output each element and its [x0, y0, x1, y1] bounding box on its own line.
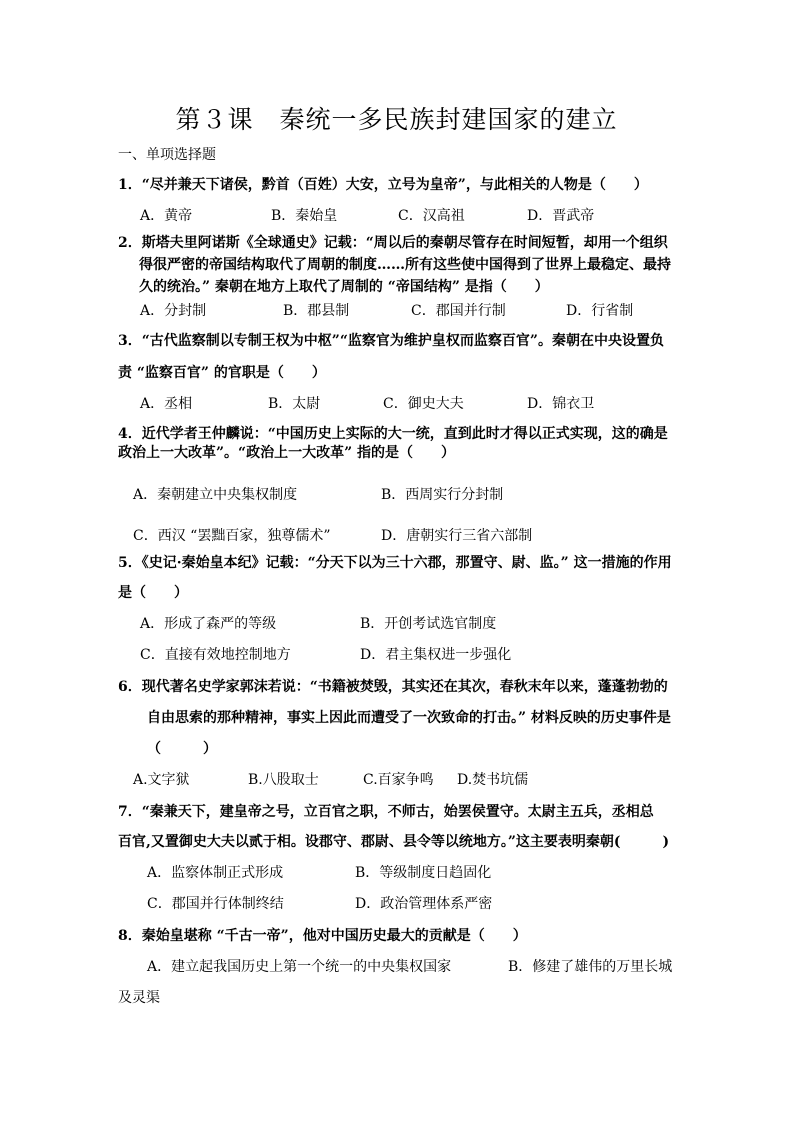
q3-option-c: C．御史大夫: [383, 396, 464, 412]
q8-option-b-continued: 及灵渠: [118, 990, 160, 1006]
q1-option-a: A．黄帝: [140, 208, 193, 224]
q1-option-d: D．晋武帝: [527, 208, 595, 224]
q6-option-d: D.焚书坑儒: [457, 772, 529, 788]
q7-option-a: A．监察体制正式形成: [147, 865, 284, 881]
question-4-stem-line2: 政治上一大改革”。“政治上一大改革” 指的是（ ）: [118, 445, 456, 461]
q5-option-c: C．直接有效地控制地方: [140, 647, 291, 663]
q7-option-c: C．郡国并行体制终结: [147, 896, 284, 912]
q5-option-d: D．君主集权进一步强化: [360, 647, 512, 663]
question-7-stem-line1: 7．“秦兼天下，建皇帝之号，立百官之职，不师古，始罢侯置守。太尉主五兵，丞相总: [118, 804, 654, 820]
question-8-stem: 8．秦始皇堪称 “千古一帝”，他对中国历史最大的贡献是（ ）: [118, 928, 527, 944]
q2-option-c: C．郡国并行制: [411, 303, 506, 319]
question-6-stem-line1: 6．现代著名史学家郭沫若说：“书籍被焚毁，其实还在其次，春秋末年以来，蓬蓬勃勃的: [118, 679, 668, 695]
q6-option-b: B.八股取士: [248, 772, 319, 788]
q3-option-b: B．太尉: [268, 396, 321, 412]
page-title: 第３课 秦统一多民族封建国家的建立: [175, 105, 618, 134]
question-2-stem-line1: 2．斯塔夫里阿诺斯《全球通史》记载：“周以后的秦朝尽管存在时间短暂，却用一个组织: [118, 235, 668, 251]
q1-option-b: B．秦始皇: [271, 208, 338, 224]
q6-option-c: C.百家争鸣: [363, 772, 434, 788]
q7-option-b: B．等级制度日趋固化: [355, 865, 492, 881]
section-heading: 一、单项选择题: [118, 147, 216, 163]
q5-option-a: A．形成了森严的等级: [140, 616, 277, 632]
question-3-stem-line1: 3．“古代监察制以专制王权为中枢”“监察官为维护皇权而监察百官”。秦朝在中央设置负: [118, 333, 664, 349]
question-2-stem-line2: 得很严密的帝国结构取代了周朝的制度……所有这些使中国得到了世界上最稳定、最持: [139, 257, 671, 273]
q5-option-b: B．开创考试选官制度: [360, 616, 497, 632]
question-6-stem-line3: （ ）: [147, 741, 217, 757]
q3-option-a: A．丞相: [140, 396, 193, 412]
question-2-stem-line3: 久的统治。” 秦朝在地方上取代了周制的 “帝国结构” 是指（ ）: [139, 279, 549, 295]
q2-option-b: B．郡县制: [283, 303, 350, 319]
question-1-stem: 1．“尽并兼天下诸侯，黔首（百姓）大安，立号为皇帝”，与此相关的人物是（ ）: [118, 177, 648, 193]
question-6-stem-line2: 自由思索的那种精神，事实上因此而遭受了一次致命的打击。” 材料反映的历史事件是: [147, 710, 671, 726]
question-7-stem-line2: 百官,又置御史大夫以贰于相。设郡守、郡尉、县令等以统地方。”这主要表明秦朝( ): [118, 834, 670, 850]
q3-option-d: D．锦衣卫: [527, 396, 595, 412]
question-5-stem-line1: 5．《史记·秦始皇本纪》记载：“分天下以为三十六郡，那置守、尉、监。” 这一措施的作用: [118, 555, 672, 571]
q4-option-d: D．唐朝实行三省六部制: [381, 528, 533, 544]
q6-option-a: A.文字狱: [133, 772, 190, 788]
q4-option-a: A．秦朝建立中央集权制度: [133, 487, 298, 503]
q8-option-b: B．修建了雄伟的万里长城: [508, 959, 673, 975]
q8-option-a: A．建立起我国历史上第一个统一的中央集权国家: [147, 959, 452, 975]
question-4-stem-line1: 4．近代学者王仲麟说：“中国历史上实际的大一统，直到此时才得以正式实现，这的确是: [118, 426, 668, 442]
q7-option-d: D．政治管理体系严密: [355, 896, 493, 912]
q2-option-a: A．分封制: [140, 303, 207, 319]
q4-option-c: C．西汉 “罢黜百家，独尊儒术”: [133, 528, 331, 544]
q4-option-b: B．西周实行分封制: [381, 487, 504, 503]
question-3-stem-line2: 责 “监察百官” 的官职是（ ）: [118, 365, 326, 381]
q2-option-d: D．行省制: [566, 303, 634, 319]
q1-option-c: C．汉高祖: [398, 208, 465, 224]
question-5-stem-line2: 是（ ）: [118, 585, 188, 601]
